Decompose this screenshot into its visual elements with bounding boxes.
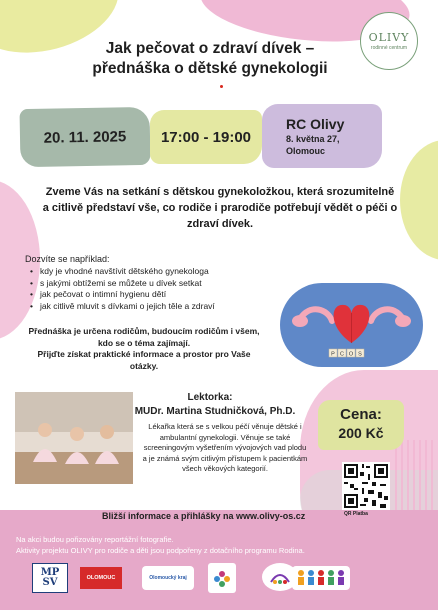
footer-note	[16, 534, 426, 556]
audience-line-1: Přednáška je určena rodičům, budoucím rodičům i všem,	[28, 326, 260, 336]
event-time: 17:00 - 19:00	[160, 128, 252, 146]
price-box	[318, 400, 404, 450]
decor-red-dot	[220, 85, 223, 88]
price-value: 200 Kč	[338, 425, 384, 441]
date-badge	[20, 107, 151, 167]
decor-yellow-blob-right	[400, 140, 438, 260]
footer-line-2: Aktivity projektu OLIVY pro rodiče a děti jsou podpořeny z dotačního programu Rodina.	[16, 546, 305, 555]
audience-text	[18, 326, 270, 372]
learn-list	[30, 266, 215, 312]
place-name: RC Olivy	[286, 115, 345, 132]
list-item: • jak citlivě mluvit s dívkami o jejich těle a zdraví	[30, 301, 215, 313]
qr-label: QR Platba	[344, 511, 368, 517]
lector-bio: Lékařka která se s velkou péčí věnuje dětské i ambulantní gynekologii. Věnuje se také screeningovým vyšetřením vývojových vad plodu a je známá svým citlivým přístupem k pacientkám všech věkových kategorií.	[142, 422, 308, 473]
olomouc-logo	[80, 567, 122, 589]
intro-text: Zveme Vás na setkání s dětskou gynekoložkou, která srozumitelně a citlivě představí vše, co rodiče i prarodiče potřebují vědět o péči o zdraví dívek.	[42, 186, 398, 230]
more-info-link[interactable]: Bližší informace a přihlášky na www.olivy-os.cz	[102, 511, 306, 521]
audience-line-2: kdo se o téma zajímají.	[97, 337, 191, 348]
mpsv-logo-bottom: SV	[42, 577, 58, 588]
list-item: • kdy je vhodné navštívit dětského gynekologa	[30, 266, 215, 278]
price-label: Cena:	[340, 406, 382, 423]
uterus-heart-graphic	[280, 283, 423, 367]
logo-subtitle: rodinné centrum	[370, 45, 408, 51]
olomoucky-kraj-logo	[142, 566, 194, 590]
uterus-heart-illustration	[280, 283, 423, 367]
tile-o: O	[348, 351, 354, 358]
audience-line-3: Přijďte získat praktické informace a prostor pro Vaše	[37, 349, 251, 359]
footer-line-1: Na akci budou pořizovány reportážní fotografie.	[16, 535, 174, 544]
kraj-logo-text: Olomoucký kraj	[149, 575, 187, 581]
mpsv-logo-top: MP	[40, 567, 60, 578]
children-figures-logo	[292, 566, 350, 590]
page-title	[50, 39, 370, 79]
partner-logos	[22, 563, 422, 597]
qr-code[interactable]	[342, 462, 390, 510]
place-city: Olomouc	[286, 145, 326, 156]
time-badge	[150, 110, 262, 164]
title-line-1: Jak pečovat o zdraví dívek –	[105, 40, 315, 57]
rodina-program-logo	[208, 563, 236, 593]
place-street: 8. května 27,	[286, 133, 340, 144]
title-line-2: přednáška o dětské gynekologii	[92, 60, 328, 77]
lector-name: MUDr. Martina Studničková, Ph.D.	[134, 406, 296, 417]
event-date: 20. 11. 2025	[43, 127, 127, 147]
tile-p: P	[331, 351, 335, 358]
tile-s: S	[358, 351, 362, 358]
lector-label: Lektorka:	[187, 392, 233, 403]
audience-line-4: otázky.	[129, 360, 159, 371]
list-item: • s jakými obtížemi se můžete u dívek setkat	[30, 278, 215, 290]
olomouc-logo-text: OLOMOUC	[86, 575, 116, 581]
learn-title: Dozvíte se například:	[25, 254, 110, 264]
tile-c: C	[340, 351, 344, 358]
list-item: • jak pečovat o intimní hygienu dětí	[30, 289, 215, 301]
place-badge	[262, 104, 382, 168]
mpsv-logo	[32, 563, 68, 593]
logo-name: OLIVY	[368, 31, 410, 44]
